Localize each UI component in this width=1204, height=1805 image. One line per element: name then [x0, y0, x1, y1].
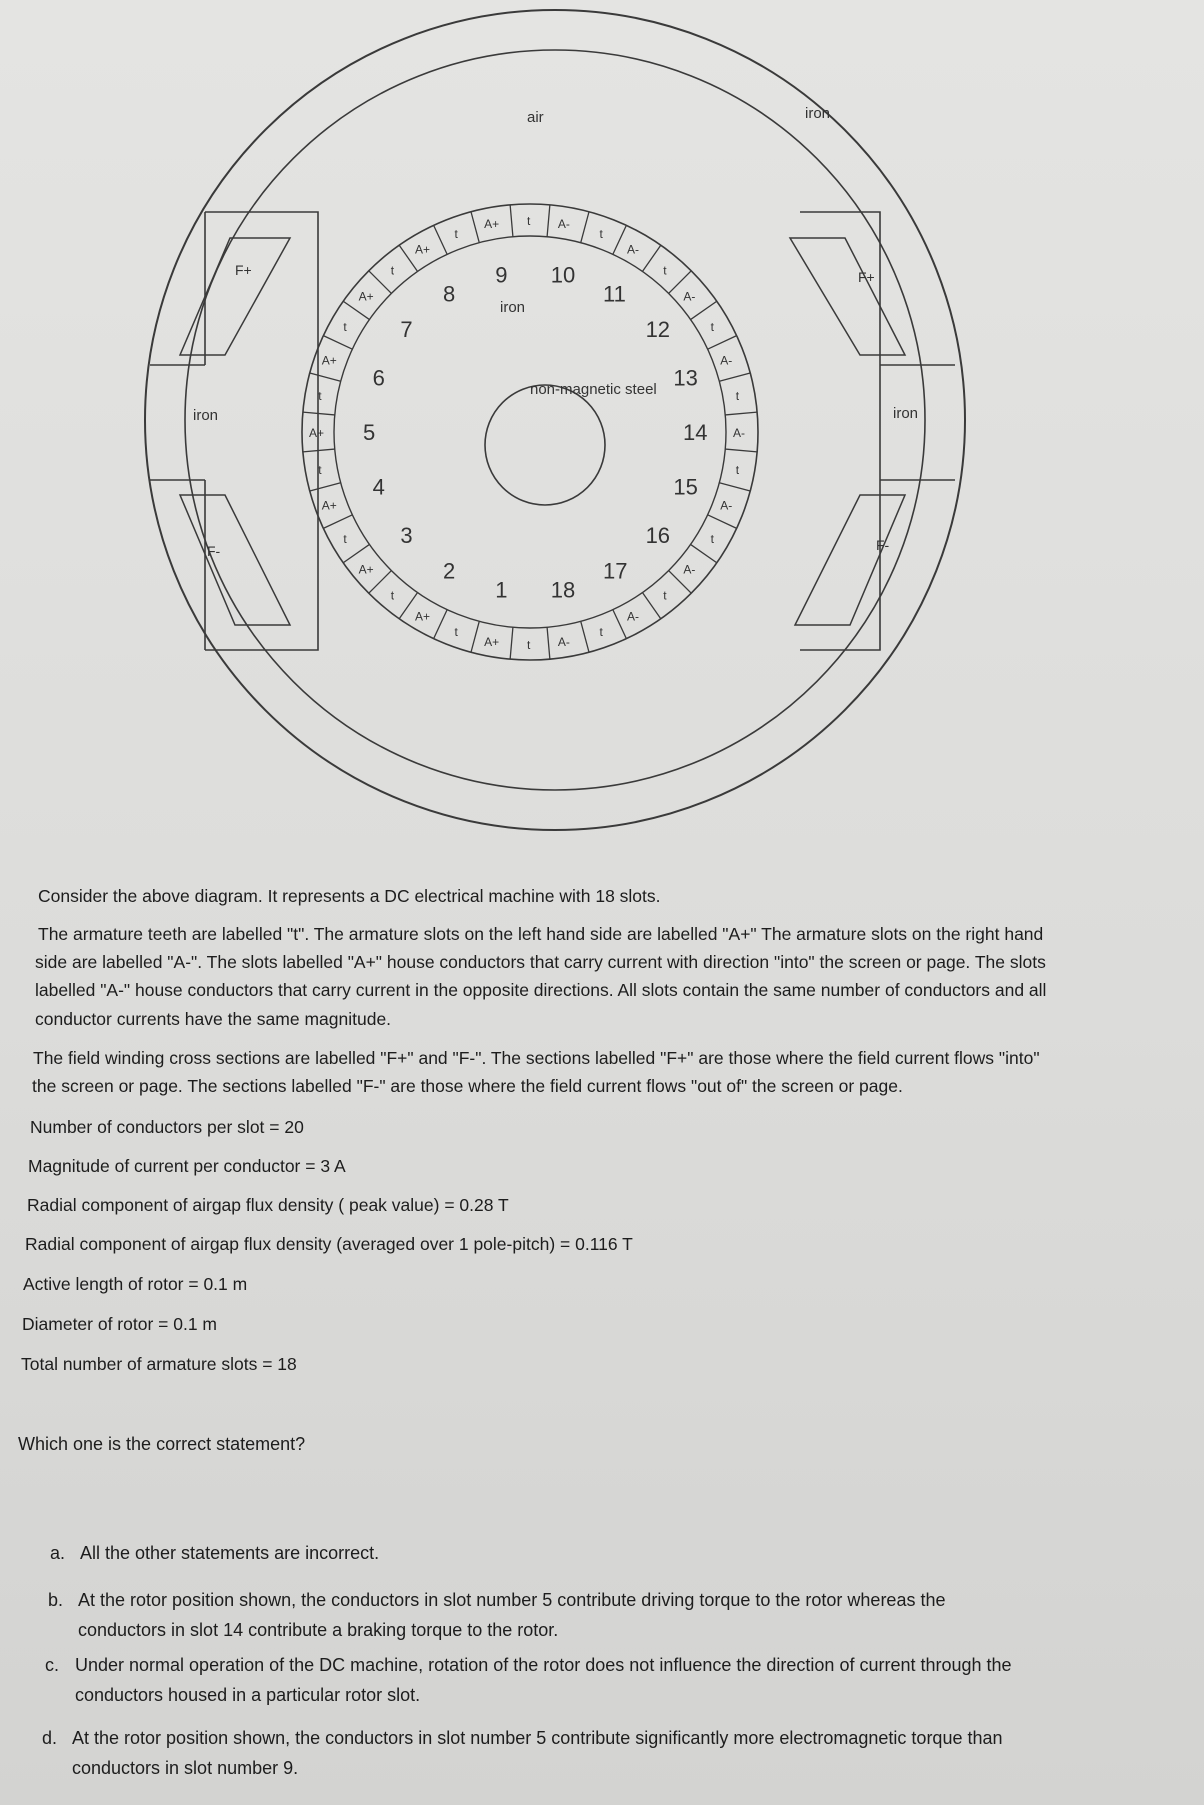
- slot-label: A-: [557, 634, 570, 649]
- slot-number: 7: [400, 317, 413, 343]
- param-diameter: Diameter of rotor = 0.1 m: [22, 1314, 218, 1334]
- tooth-label: t: [710, 320, 714, 334]
- f-plus-left-label: F+: [235, 262, 252, 278]
- slot-label: A-: [720, 353, 733, 368]
- option-d-text-1: At the rotor position shown, the conductors in slot number 5 contribute significantly more electromagnetic torque than: [72, 1728, 1003, 1748]
- param-avg-flux: Radial component of airgap flux density (averaged over 1 pole-pitch) = 0.116 T: [25, 1234, 633, 1254]
- slot-number: 1: [495, 577, 508, 603]
- tooth-label: t: [599, 625, 603, 640]
- iron-top-right-label: iron: [805, 105, 831, 122]
- tooth-label: t: [599, 226, 603, 241]
- iron-right-label: iron: [893, 405, 919, 422]
- slot-label: A+: [415, 609, 431, 624]
- question-prompt: Which one is the correct statement?: [18, 1434, 306, 1454]
- param-current: Magnitude of current per conductor = 3 A: [28, 1156, 346, 1176]
- param-active-length: Active length of rotor = 0.1 m: [23, 1274, 248, 1294]
- non-magnetic-steel-label: non-magnetic steel: [530, 381, 657, 398]
- option-b-letter: b.: [48, 1590, 64, 1610]
- option-a[interactable]: [50, 1538, 379, 1568]
- slot-label: A+: [321, 498, 337, 513]
- f-minus-left-label: F-: [207, 543, 221, 559]
- slot-label: A-: [683, 289, 696, 304]
- option-d-letter: d.: [42, 1728, 58, 1748]
- slot-number: 3: [400, 522, 413, 548]
- tooth-label: t: [390, 588, 395, 603]
- slot-number: 17: [603, 558, 628, 584]
- tooth-label: t: [663, 263, 667, 278]
- tooth-label: t: [527, 214, 531, 228]
- tooth-label: t: [318, 389, 322, 404]
- option-d-text-2: conductors in slot number 9.: [72, 1758, 299, 1778]
- slot-label: A+: [309, 426, 325, 440]
- slot-label: A+: [484, 217, 500, 232]
- slot-number: 4: [372, 474, 385, 500]
- slot-number: 9: [495, 262, 508, 288]
- para2-line2: the screen or page. The sections labelled "F-" are those where the field current flows "out of" the screen or page.: [32, 1076, 903, 1096]
- slot-number: 5: [363, 420, 376, 445]
- param-peak-flux: Radial component of airgap flux density ( peak value) = 0.28 T: [27, 1195, 509, 1215]
- f-plus-right-label: F+: [858, 269, 875, 285]
- slot-number: 14: [683, 420, 708, 445]
- slot-label: A-: [733, 426, 745, 440]
- slot-label: A+: [484, 634, 500, 649]
- para1-line2: side are labelled "A-". The slots labelled "A+" house conductors that carry current with direction "into" the screen or page. The slots: [35, 952, 1046, 972]
- para2-line1: The field winding cross sections are labelled "F+" and "F-". The sections labelled "F+" are those where the field current flows "into": [33, 1048, 1040, 1068]
- param-slots: Total number of armature slots = 18: [21, 1354, 297, 1374]
- f-minus-right-label: F-: [876, 537, 890, 553]
- option-d[interactable]: [42, 1723, 1003, 1783]
- air-label: air: [527, 109, 544, 126]
- option-a-letter: a.: [50, 1543, 66, 1563]
- slot-number: 11: [603, 281, 626, 307]
- slot-label: A-: [557, 217, 570, 232]
- tooth-label: t: [343, 532, 347, 546]
- para1-line1: The armature teeth are labelled "t". The armature slots on the left hand side are labelled "A+" The armature slots on the right hand: [38, 924, 1044, 944]
- slot-number: 13: [673, 365, 698, 391]
- intro-line: Consider the above diagram. It represents a DC electrical machine with 18 slots.: [38, 886, 661, 906]
- tooth-label: t: [318, 462, 322, 477]
- option-b-text-2: conductors in slot 14 contribute a braking torque to the rotor.: [78, 1620, 559, 1640]
- tooth-label: t: [527, 638, 531, 652]
- para1-line4: conductor currents have the same magnitude.: [35, 1009, 392, 1029]
- slot-label: A+: [415, 242, 431, 257]
- tooth-label: t: [454, 625, 458, 640]
- tooth-label: t: [735, 389, 740, 404]
- param-conductors: Number of conductors per slot = 20: [30, 1117, 304, 1137]
- tooth-label: t: [343, 320, 347, 334]
- option-c[interactable]: [45, 1650, 1012, 1710]
- slot-label: A+: [321, 353, 337, 368]
- slot-label: A+: [358, 562, 374, 577]
- para1-line3: labelled "A-" house conductors that carry current in the opposite directions. All slots contain the same number of conductors and all: [35, 980, 1047, 1000]
- slot-number: 2: [443, 558, 456, 584]
- slot-label: A-: [627, 242, 639, 257]
- slot-number: 18: [550, 577, 576, 603]
- option-b-text-1: At the rotor position shown, the conductors in slot number 5 contribute driving torque to the rotor whereas the: [78, 1590, 946, 1610]
- slot-label: A-: [627, 609, 639, 624]
- option-c-letter: c.: [45, 1655, 60, 1675]
- slot-label: A-: [720, 498, 733, 513]
- slot-number: 16: [645, 522, 671, 548]
- iron-rotor-label: iron: [500, 299, 526, 316]
- tooth-label: t: [390, 263, 395, 278]
- tooth-label: t: [710, 532, 714, 546]
- slot-label: A-: [683, 562, 696, 577]
- slot-number: 8: [443, 281, 456, 307]
- iron-left-label: iron: [193, 407, 219, 424]
- option-a-text: All the other statements are incorrect.: [80, 1543, 380, 1563]
- tooth-label: t: [663, 588, 667, 603]
- slot-number: 15: [673, 474, 698, 500]
- slot-number: 10: [550, 262, 576, 288]
- option-c-text-2: conductors housed in a particular rotor slot.: [75, 1685, 421, 1705]
- tooth-label: t: [454, 226, 458, 241]
- tooth-label: t: [735, 462, 740, 477]
- option-b[interactable]: [48, 1585, 945, 1645]
- slot-number: 6: [372, 365, 385, 391]
- slot-number: 12: [645, 317, 671, 343]
- option-c-text-1: Under normal operation of the DC machine, rotation of the rotor does not influence the direction of current through the: [75, 1655, 1012, 1675]
- slot-label: A+: [358, 289, 374, 304]
